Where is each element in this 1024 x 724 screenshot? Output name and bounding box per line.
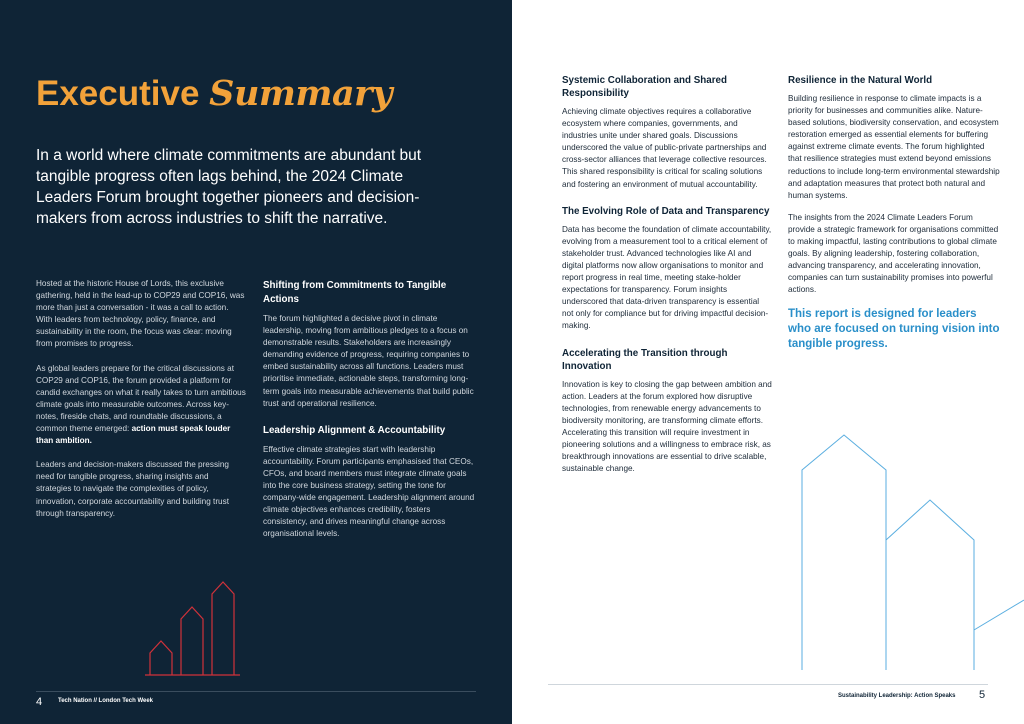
paragraph-insights: The insights from the 2024 Climate Leaders Forum provide a strategic framework for organisations committed to making impactful, lasting contributions to global climate goals. By aligning leadership, fostering collaboration, advancing transparency, and accelerating innovation, companies can turn sustainability promises into powerful actions. <box>788 212 999 295</box>
title-word-summary: Summary <box>209 73 392 114</box>
blue-house-outline-graphic <box>782 430 1024 670</box>
heading-systemic-collaboration: Systemic Collaboration and Shared Responsibility <box>562 75 727 99</box>
right-footer-rule <box>548 684 988 685</box>
right-page-number: 5 <box>979 689 986 701</box>
intro-highlight: action must speak louder than ambition. <box>36 424 231 446</box>
lead-paragraph: In a world where climate commitments are abundant but tangible progress often lags behind, the 2024 Climate Leaders Forum brought together pioneers and decision-makers from across industries to shift the narrative. <box>36 147 422 227</box>
paragraph-innovation: Innovation is key to closing the gap between ambition and action. Leaders at the forum explored how disruptive technologies, from renewable energy advancements to biodiversity monitoring, are transforming climate efforts. Accelerating this transition will require investment in pioneering solutions and a willingness to embrace risk, as breakthrough innovations are essential to drive scalable, sustainable change. <box>562 379 772 474</box>
left-column-1 <box>36 278 246 532</box>
highlight-statement: This report is designed for leaders who are focused on turning vision into tangible progress. <box>788 307 1000 350</box>
heading-innovation: Accelerating the Transition through Innovation <box>562 347 728 372</box>
house-outline-graphic <box>145 575 245 677</box>
house-outline-small <box>150 641 172 675</box>
left-page-number: 4 <box>36 696 43 708</box>
heading-shifting-commitments: Shifting from Commitments to Tangible Actions <box>263 280 447 305</box>
paragraph-data-transparency: Data has become the foundation of climate accountability, evolving from a measurement tool to a critical element of stakeholder trust. Advanced technologies like AI and digital platforms now allow organisations to monitor and report progress in real time, meeting stake-holder expectations for transparency. Forum insights underscored that data-driven transparency is essential not only for compliance but for driving impactful decision-making. <box>562 224 772 331</box>
paragraph-systemic-collaboration: Achieving climate objectives requires a collaborative ecosystem where companies, governments, and industries unite under shared goals. Discussions underscored the value of public-private partnerships and cross-sector alliances that leverage collective resources. This shared responsibility is critical for scaling solutions and fostering an environment of mutual accountability. <box>562 107 767 189</box>
paragraph-leadership-alignment: Effective climate strategies start with leadership accountability. Forum participants emphasised that CEOs, CFOs, and board members must integrate climate goals into the core business strategy, setting the tone for company-wide engagement. Leadership alignment around climate objectives enhances credibility, fosters consistency, and drives meaningful change across organisational levels. <box>263 444 475 539</box>
right-page <box>512 0 1024 724</box>
left-column-2 <box>263 279 475 553</box>
right-footer-text: Sustainability Leadership: Action Speaks <box>838 693 956 699</box>
right-column-2 <box>788 74 1000 362</box>
page-title <box>36 72 392 116</box>
heading-resilience: Resilience in the Natural World <box>788 75 933 86</box>
blue-house-line-3 <box>974 600 1024 670</box>
heading-data-transparency: The Evolving Role of Data and Transparency <box>562 205 770 217</box>
title-word-executive: Executive <box>36 74 200 113</box>
intro-paragraph-1: Hosted at the historic House of Lords, this exclusive gathering, held in the lead-up to COP29 and COP16, was more than just a conversation - it was a call to action. With leaders from technology, policy, finance, and sustainability in the room, the focus was clear: moving from promises to progress. <box>36 279 245 349</box>
house-outline-medium <box>181 607 203 675</box>
intro-paragraph-2-text: As global leaders prepare for the critical discussions at COP29 and COP16, the forum provided a platform for candid exchanges on what it really takes to turn ambitious climate goals into measurable outcomes. Across key-notes, fireside chats, and roundtable discussions, a common theme emerged: <box>36 363 246 434</box>
blue-house-line-2 <box>886 500 974 670</box>
paragraph-shifting-commitments: The forum highlighted a decisive pivot in climate leadership, moving from ambitious pledges to a focus on demonstrable results. Stakeholders are increasingly demanding evidence of progress, requiring companies to embed sustainability across all functions. Leaders must prioritise immediate, actionable steps, transforming long-term goals into measurable achievements that build public trust and operational resilience. <box>263 314 474 408</box>
paragraph-resilience: Building resilience in response to climate impacts is a priority for businesses and communities alike. Nature-based solutions, biodiversity conservation, and ecosystem restoration emerged as essential elements for buffering against extreme climate events. The forum highlighted that resilience strategies must extend beyond emissions reductions to include long-term environmental stewardship and adaptation measures that protect both natural and human systems. <box>788 94 1000 200</box>
section-systemic-collaboration <box>562 74 772 191</box>
right-column-1 <box>562 74 772 489</box>
heading-leadership-alignment: Leadership Alignment & Accountability <box>263 424 446 436</box>
blue-house-line-1 <box>802 435 886 670</box>
section-data-transparency <box>562 205 772 333</box>
intro-paragraph-3: Leaders and decision-makers discussed the pressing need for tangible progress, sharing insights and strategies to navigate the complexities of policy, innovation, corporate accountability and building trust through transparency. <box>36 460 229 518</box>
intro-paragraph-2 <box>36 363 246 448</box>
left-footer-rule <box>36 691 476 692</box>
left-footer-text: Tech Nation // London Tech Week <box>58 698 154 704</box>
section-innovation <box>562 347 772 476</box>
house-outline-tall <box>212 582 234 675</box>
